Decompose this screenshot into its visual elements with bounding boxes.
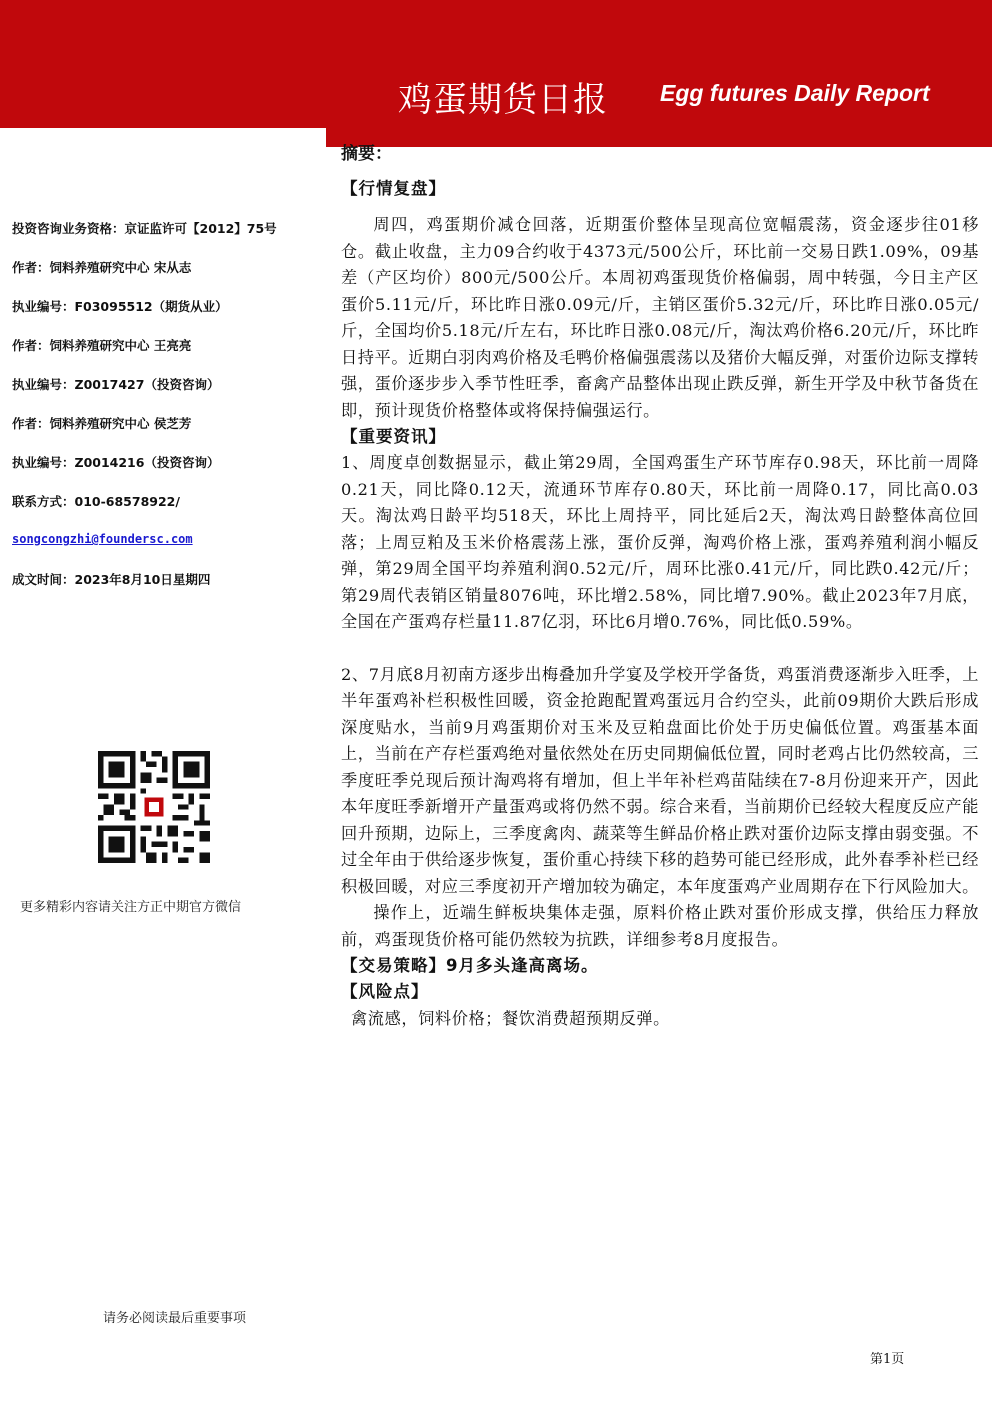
- author-line: 作者：饲料养殖研究中心 侯芝芳: [12, 416, 192, 431]
- summary-label: 摘要：: [341, 144, 392, 164]
- header-notch: [0, 128, 326, 147]
- author-line: 作者：饲料养殖研究中心 王亮亮: [12, 338, 192, 353]
- paragraph-gap: [341, 636, 979, 662]
- page-number: 第1页: [870, 1352, 905, 1367]
- news-item-1: 1、周度卓创数据显示，截止第29周，全国鸡蛋生产环节库存0.98天，环比前一周降0.21天，同比降0.12天，流通环节库存0.80天，环比前一周降0.17，同比高0.03天。淘汰鸡日龄平均518天，环比上周持平，同比延后2天，淘汰鸡日龄整体高位回落；上周豆粕及玉米价格震荡上涨，蛋价反弹，淘鸡价格上涨，蛋鸡养殖利润小幅反弹，第29周全国平均养殖利润0.52元/斤，周环比涨0.41元/斤，同比跌0.42元/斤；第29周代表销区销量8076吨，环比增2.58%，同比增7.90%。截止2023年7月底，全国在产蛋鸡存栏量11.87亿羽，环比6月增0.76%，同比低0.59%。: [341, 453, 979, 631]
- license-line: 执业编号：Z0014216（投资咨询）: [12, 455, 220, 470]
- news-item-2: 2、7月底8月初南方逐步出梅叠加升学宴及学校开学备货，鸡蛋消费逐渐步入旺季，上半年蛋鸡补栏积极性回暖，资金抢跑配置鸡蛋远月合约空头，此前09期价大跌后形成深度贴水，当前9月鸡蛋期价对玉米及豆粕盘面比价处于历史偏低位置。鸡蛋基本面上，当前在产存栏蛋鸡绝对量依然处在历史同期偏低位置，同时老鸡占比仍然较高，三季度旺季兑现后预计淘鸡将有增加，但上半年补栏鸡苗陆续在7-8月份迎来开产，因此本年度旺季新增开产量蛋鸡或将仍然不弱。综合来看，当前期价已经较大程度反应产能回升预期，边际上，三季度禽肉、蔬菜等生鲜品价格止跌对蛋价边际支撑由弱变强。不过全年由于供给逐步恢复，蛋价重心持续下移的趋势可能已经形成，此外春季补栏已经积极回暖，对应三季度初开产增加较为确定，本年度蛋鸡产业周期存在下行风险加大。: [341, 664, 979, 896]
- risk-text: 禽流感，饲料价格；餐饮消费超预期反弹。: [351, 1009, 670, 1028]
- operation-paragraph: 操作上，近端生鲜板块集体走强，原料价格止跌对蛋价形成支撑，供给压力释放前，鸡蛋现货价格可能仍然较为抗跌，详细参考8月度报告。: [341, 903, 979, 949]
- section-heading-risk: 【风险点】: [341, 982, 429, 1001]
- license-line: 执业编号：Z0017427（投资咨询）: [12, 377, 220, 392]
- section-heading-market-review: 【行情复盘】: [341, 179, 446, 198]
- qr-code-icon: [98, 751, 210, 863]
- section-heading-strategy: 【交易策略】: [341, 956, 446, 975]
- disclaimer-note: 请务必阅读最后重要事项: [103, 1311, 247, 1326]
- author-line: 作者：饲料养殖研究中心 宋从志: [12, 260, 192, 275]
- date-line: 成文时间：2023年8月10日星期四: [12, 572, 211, 587]
- email-link[interactable]: [12, 531, 193, 546]
- email-link-text[interactable]: songcongzhi@foundersc.com: [12, 532, 193, 546]
- contact-line: 联系方式：010-68578922/: [12, 494, 180, 509]
- report-title-en: Egg futures Daily Report: [660, 80, 930, 106]
- license-line: 执业编号：F03095512（期货从业）: [12, 299, 228, 314]
- main-content: [341, 140, 979, 1033]
- qr-caption: 更多精彩内容请关注方正中期官方微信: [20, 900, 242, 915]
- strategy-text: 9月多头逢高离场。: [446, 956, 599, 975]
- strategy-line: [341, 953, 979, 979]
- qualification-line: 投资咨询业务资格：京证监许可【2012】75号: [12, 221, 277, 236]
- market-review-paragraph: 周四，鸡蛋期价减仓回落，近期蛋价整体呈现高位宽幅震荡，资金逐步往01移仓。截止收盘，主力09合约收于4373元/500公斤，环比前一交易日跌1.09%，09基差（产区均价）800元/500公斤。本周初鸡蛋现货价格偏弱，周中转强，今日主产区蛋价5.11元/斤，环比昨日涨0.09元/斤，主销区蛋价5.32元/斤，环比昨日涨0.05元/斤，全国均价5.18元/斤左右，环比昨日涨0.08元/斤，淘汰鸡价格6.20元/斤，环比昨日持平。近期白羽肉鸡价格及毛鸭价格偏强震荡以及猪价大幅反弹，对蛋价边际支撑转强，蛋价逐步步入季节性旺季，畜禽产品整体出现止跌反弹，新生开学及中秋节备货在即，预计现货价格整体或将保持偏强运行。: [341, 215, 979, 420]
- section-heading-news: 【重要资讯】: [341, 427, 446, 446]
- report-title-cn: 鸡蛋期货日报: [398, 80, 608, 120]
